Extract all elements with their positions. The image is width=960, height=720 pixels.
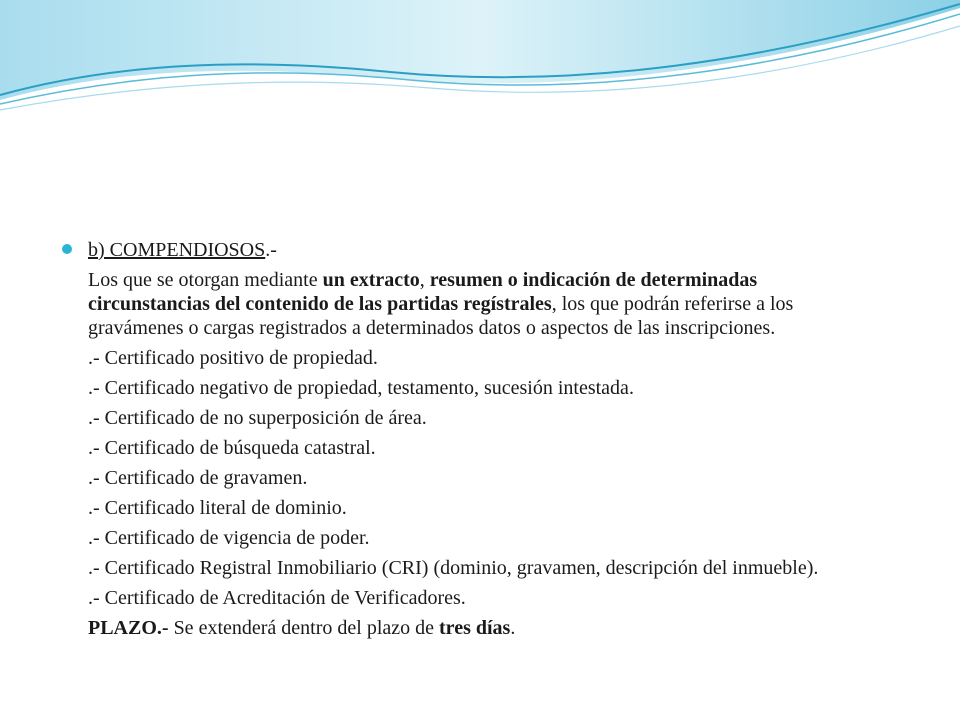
intro-bold-2: resumen o indicación de determinadas circunstancias del contenido de las partidas regístrales [88, 269, 758, 315]
bullet-icon [62, 244, 72, 254]
intro-text-1: Los que se otorgan mediante [88, 269, 323, 291]
plazo-text-1: Se extenderá dentro del plazo de [168, 617, 440, 639]
intro-bold-1: un extracto [322, 269, 420, 291]
intro-text-2: , [419, 269, 430, 291]
plazo-bold: tres días [439, 617, 511, 639]
list-item: .- Certificado Registral Inmobiliario (CRI) (dominio, gravamen, descripción del inmueble). [88, 557, 819, 579]
plazo-line [88, 616, 862, 640]
list-item: .- Certificado negativo de propiedad, testamento, sucesión intestada. [88, 377, 634, 399]
heading-suffix: .- [265, 239, 277, 261]
list-item: .- Certificado de vigencia de poder. [88, 527, 370, 549]
heading-label: b) COMPENDIOSOS [88, 239, 266, 261]
section-heading [88, 238, 277, 262]
list-item: .- Certificado de no superposición de área. [88, 407, 427, 429]
section-heading-row [62, 238, 862, 262]
plazo-label: PLAZO.- [88, 617, 169, 639]
intro-text-3: , los que podrán referirse a los gravámenes o cargas registrados a determinados datos o aspectos de las inscripciones. [88, 293, 794, 339]
intro-paragraph [88, 268, 862, 340]
plazo-text-2: . [510, 617, 516, 639]
list-item: .- Certificado de Acreditación de Verificadores. [88, 587, 466, 609]
list-item: .- Certificado de búsqueda catastral. [88, 437, 376, 459]
slide-body [62, 238, 862, 646]
list-item: .- Certificado positivo de propiedad. [88, 347, 378, 369]
header-wave-decoration [0, 0, 960, 120]
list-item: .- Certificado literal de dominio. [88, 497, 347, 519]
section-text [62, 268, 862, 640]
list-item: .- Certificado de gravamen. [88, 467, 308, 489]
